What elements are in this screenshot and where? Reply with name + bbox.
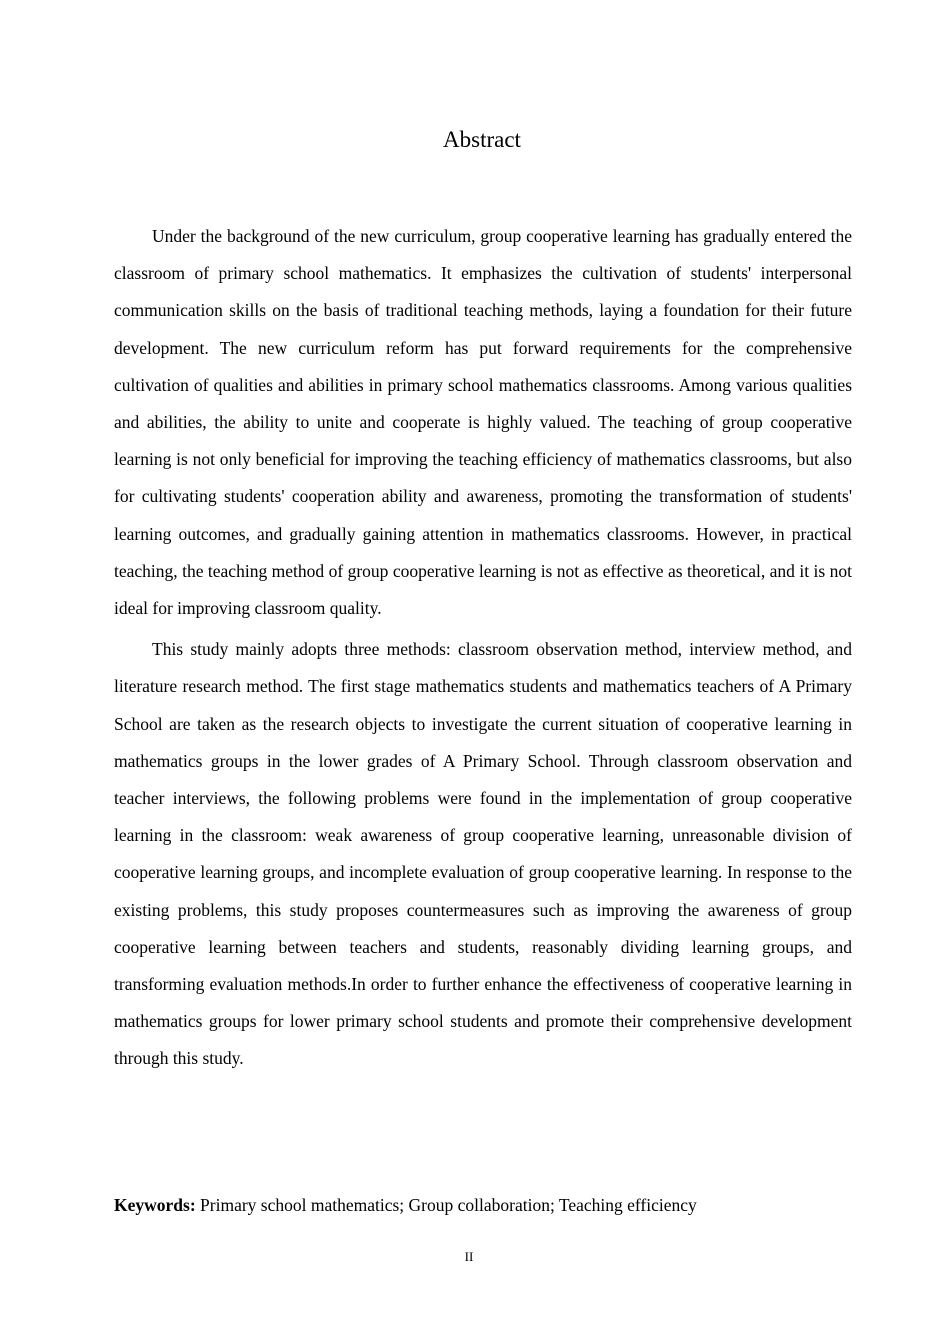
page-number: II — [464, 1249, 474, 1264]
abstract-paragraph-1: Under the background of the new curriculum, group cooperative learning has gradually entered the classroom of primary school mathematics. It emphasizes the cultivation of students' interpersonal communication skills on the basis of traditional teaching methods, laying a foundation for their future development. The new curriculum reform has put forward requirements for the comprehensive cultivation of qualities and abilities in primary school mathematics classrooms. Among various qualities and abilities, the ability to unite and cooperate is highly valued. The teaching of group cooperative learning is not only beneficial for improving the teaching efficiency of mathematics classrooms, but also for cultivating students' cooperation ability and awareness, promoting the transformation of students' learning outcomes, and gradually gaining attention in mathematics classrooms. However, in practical teaching, the teaching method of group cooperative learning is not as effective as theoretical, and it is not ideal for improving classroom quality. — [114, 226, 852, 619]
abstract-body — [114, 218, 852, 1082]
keywords-line — [114, 1190, 852, 1220]
keywords-text: Primary school mathematics; Group collaboration; Teaching efficiency — [200, 1195, 697, 1215]
page-title: Abstract — [443, 127, 521, 152]
keywords-label: Keywords: — [114, 1195, 196, 1215]
abstract-paragraph-2: This study mainly adopts three methods: classroom observation method, interview method, and literature research method. The first stage mathematics students and mathematics teachers of A Primary School are taken as the research objects to investigate the current situation of cooperative learning in mathematics groups in the lower grades of A Primary School. Through classroom observation and teacher interviews, the following problems were found in the implementation of group cooperative learning in the classroom: weak awareness of group cooperative learning, unreasonable division of cooperative learning groups, and incomplete evaluation of group cooperative learning. In response to the existing problems, this study proposes countermeasures such as improving the awareness of group cooperative learning between teachers and students, reasonably dividing learning groups, and transforming evaluation methods.In order to further enhance the effectiveness of cooperative learning in mathematics groups for lower primary school students and promote their comprehensive development through this study. — [114, 639, 852, 1069]
